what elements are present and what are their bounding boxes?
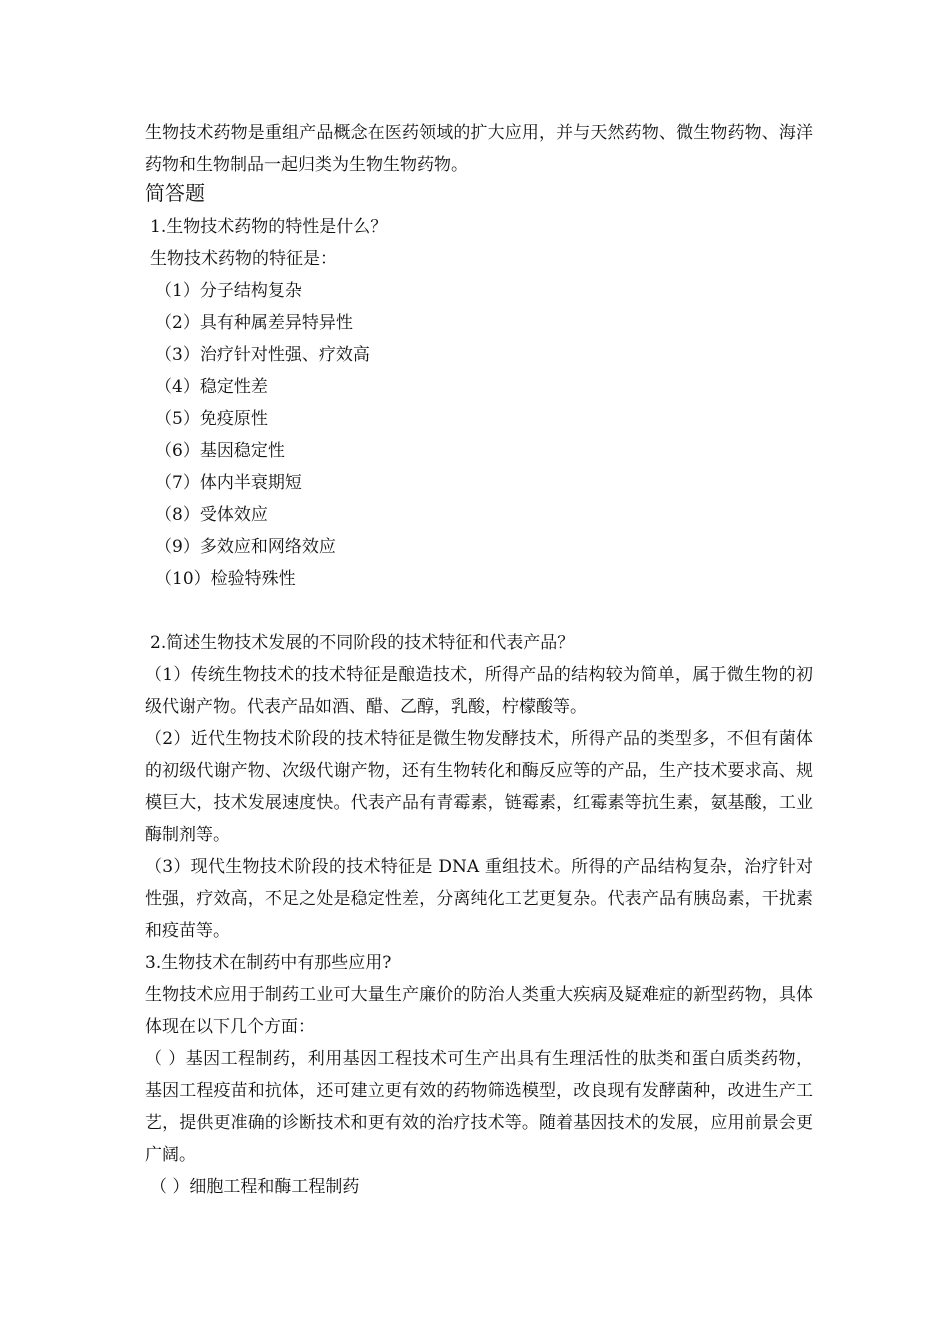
q2-paragraph-3: （3）现代生物技术阶段的技术特征是 DNA 重组技术。所得的产品结构复杂，治疗针对性强，疗效高，不足之处是稳定性差，分离纯化工艺更复杂。代表产品有胰岛素，干扰素和疫苗等。 [145,857,813,941]
q1-list-item: （6）基因稳定性 [155,441,285,461]
q1-list-item: （7）体内半衰期短 [155,473,302,493]
intro-paragraph: 生物技术药物是重组产品概念在医药领域的扩大应用，并与天然药物、微生物药物、海洋药物和生物制品一起归类为生物生物药物。 [145,123,813,175]
q1-list-item: （10）检验特殊性 [155,569,296,589]
question-3: 3.生物技术在制药中有那些应用? [145,953,392,973]
section-heading: 简答题 [145,181,205,205]
q3-paragraph-2: （ ）基因工程制药，利用基因工程技术可生产出具有生理活性的肽类和蛋白质类药物，基因工程疫苗和抗体，还可建立更有效的药物筛选模型，改良现有发酵菌种，改进生产工艺，提供更准确的诊断技术和更有效的治疗技术等。随着基因技术的发展，应用前景会更广阔。 [145,1049,813,1165]
q1-answer-intro: 生物技术药物的特征是： [150,249,337,269]
q1-list-item: （1）分子结构复杂 [155,281,302,301]
question-1: 1.生物技术药物的特性是什么？ [150,217,388,237]
q1-list-item: （2）具有种属差异特异性 [155,313,353,333]
q3-paragraph-3: （ ）细胞工程和酶工程制药 [150,1177,360,1197]
q1-list-item: （5）免疫原性 [155,409,268,429]
q1-list-item: （3）治疗针对性强、疗效高 [155,345,370,365]
q3-paragraph-1: 生物技术应用于制药工业可大量生产廉价的防治人类重大疾病及疑难症的新型药物，具体体现在以下几个方面： [145,985,813,1037]
question-2: 2.简述生物技术发展的不同阶段的技术特征和代表产品？ [150,633,575,653]
q1-list-item: （8）受体效应 [155,505,268,525]
q1-list-item: （4）稳定性差 [155,377,268,397]
q2-paragraph-1: （1）传统生物技术的技术特征是酿造技术，所得产品的结构较为简单，属于微生物的初级代谢产物。代表产品如酒、醋、乙醇，乳酸，柠檬酸等。 [145,665,813,717]
q2-paragraph-2: （2）近代生物技术阶段的技术特征是微生物发酵技术，所得产品的类型多，不但有菌体的初级代谢产物、次级代谢产物，还有生物转化和酶反应等的产品，生产技术要求高、规模巨大，技术发展速度快。代表产品有青霉素，链霉素，红霉素等抗生素，氨基酸，工业酶制剂等。 [145,729,813,845]
q1-list-item: （9）多效应和网络效应 [155,537,336,557]
